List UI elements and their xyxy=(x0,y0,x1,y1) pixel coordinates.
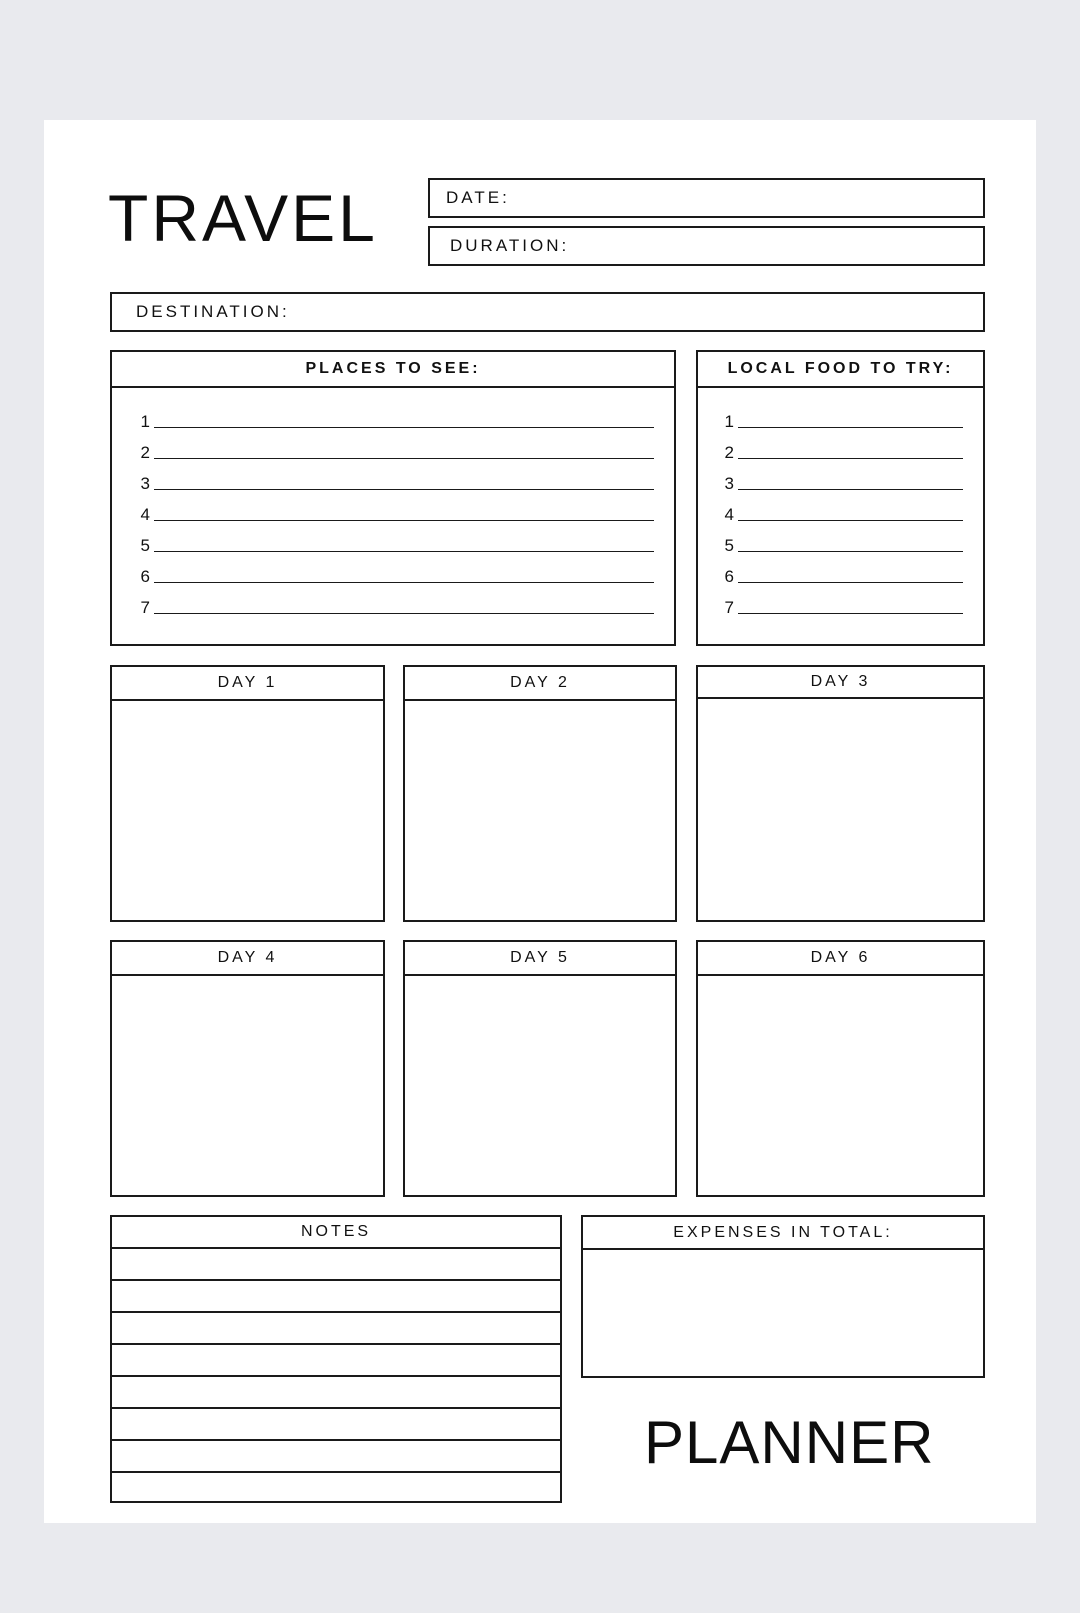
food-item-line xyxy=(738,426,963,428)
places-to-see-title: PLACES TO SEE: xyxy=(112,352,674,388)
day-4-title: DAY 4 xyxy=(112,942,383,976)
duration-label: DURATION: xyxy=(450,236,570,255)
food-item-row[interactable] xyxy=(718,439,963,461)
notes-line xyxy=(112,1375,560,1377)
food-item-row[interactable] xyxy=(718,594,963,616)
places-item-number: 2 xyxy=(140,443,150,462)
notes-line xyxy=(112,1407,560,1409)
places-item-line xyxy=(154,426,654,428)
places-item-row[interactable] xyxy=(134,501,654,523)
food-item-number: 2 xyxy=(724,443,734,462)
day-2-box[interactable] xyxy=(403,665,677,922)
places-item-line xyxy=(154,457,654,459)
places-item-row[interactable] xyxy=(134,408,654,430)
food-item-line xyxy=(738,519,963,521)
planner-sheet xyxy=(44,120,1036,1523)
places-item-row[interactable] xyxy=(134,532,654,554)
notes-line xyxy=(112,1471,560,1473)
title-travel: TRAVEL xyxy=(108,181,378,255)
destination-field[interactable] xyxy=(110,292,985,332)
day-2-title: DAY 2 xyxy=(405,667,675,701)
places-item-number: 4 xyxy=(140,505,150,524)
expenses-box[interactable] xyxy=(581,1215,985,1378)
places-item-number: 1 xyxy=(140,412,150,431)
notes-title: NOTES xyxy=(300,1223,372,1240)
destination-label: DESTINATION: xyxy=(136,302,290,321)
food-item-number: 6 xyxy=(724,567,734,586)
food-item-number: 7 xyxy=(724,598,734,617)
food-item-line xyxy=(738,581,963,583)
day-6-title: DAY 6 xyxy=(698,942,983,976)
notes-line xyxy=(112,1343,560,1345)
places-item-row[interactable] xyxy=(134,439,654,461)
places-item-number: 5 xyxy=(140,536,150,555)
expenses-title: EXPENSES IN TOTAL: xyxy=(583,1217,983,1250)
food-item-line xyxy=(738,612,963,614)
places-item-row[interactable] xyxy=(134,563,654,585)
day-5-title: DAY 5 xyxy=(405,942,675,976)
duration-field[interactable] xyxy=(428,226,985,266)
food-item-number: 4 xyxy=(724,505,734,524)
day-1-title: DAY 1 xyxy=(112,667,383,701)
notes-line xyxy=(112,1439,560,1441)
day-5-box[interactable] xyxy=(403,940,677,1197)
date-field[interactable] xyxy=(428,178,985,218)
notes-box[interactable] xyxy=(110,1215,562,1503)
day-4-box[interactable] xyxy=(110,940,385,1197)
day-6-box[interactable] xyxy=(696,940,985,1197)
food-item-line xyxy=(738,457,963,459)
local-food-title: LOCAL FOOD TO TRY: xyxy=(698,352,983,388)
food-item-number: 3 xyxy=(724,474,734,493)
food-item-number: 5 xyxy=(724,536,734,555)
places-to-see-box xyxy=(110,350,676,646)
notes-line xyxy=(112,1247,560,1249)
food-item-row[interactable] xyxy=(718,470,963,492)
places-item-line xyxy=(154,488,654,490)
day-3-box[interactable] xyxy=(696,665,985,922)
title-planner: PLANNER xyxy=(644,1409,935,1476)
places-item-line xyxy=(154,519,654,521)
places-item-line xyxy=(154,550,654,552)
places-item-line xyxy=(154,612,654,614)
places-item-line xyxy=(154,581,654,583)
day-1-box[interactable] xyxy=(110,665,385,922)
food-item-row[interactable] xyxy=(718,532,963,554)
food-item-number: 1 xyxy=(724,412,734,431)
local-food-box xyxy=(696,350,985,646)
places-item-row[interactable] xyxy=(134,470,654,492)
food-item-line xyxy=(738,488,963,490)
food-item-row[interactable] xyxy=(718,408,963,430)
day-3-title: DAY 3 xyxy=(698,667,983,699)
date-label: DATE: xyxy=(446,188,510,207)
places-item-number: 6 xyxy=(140,567,150,586)
notes-line xyxy=(112,1279,560,1281)
food-item-row[interactable] xyxy=(718,501,963,523)
food-item-line xyxy=(738,550,963,552)
notes-line xyxy=(112,1311,560,1313)
food-item-row[interactable] xyxy=(718,563,963,585)
places-item-row[interactable] xyxy=(134,594,654,616)
places-item-number: 7 xyxy=(140,598,150,617)
places-item-number: 3 xyxy=(140,474,150,493)
